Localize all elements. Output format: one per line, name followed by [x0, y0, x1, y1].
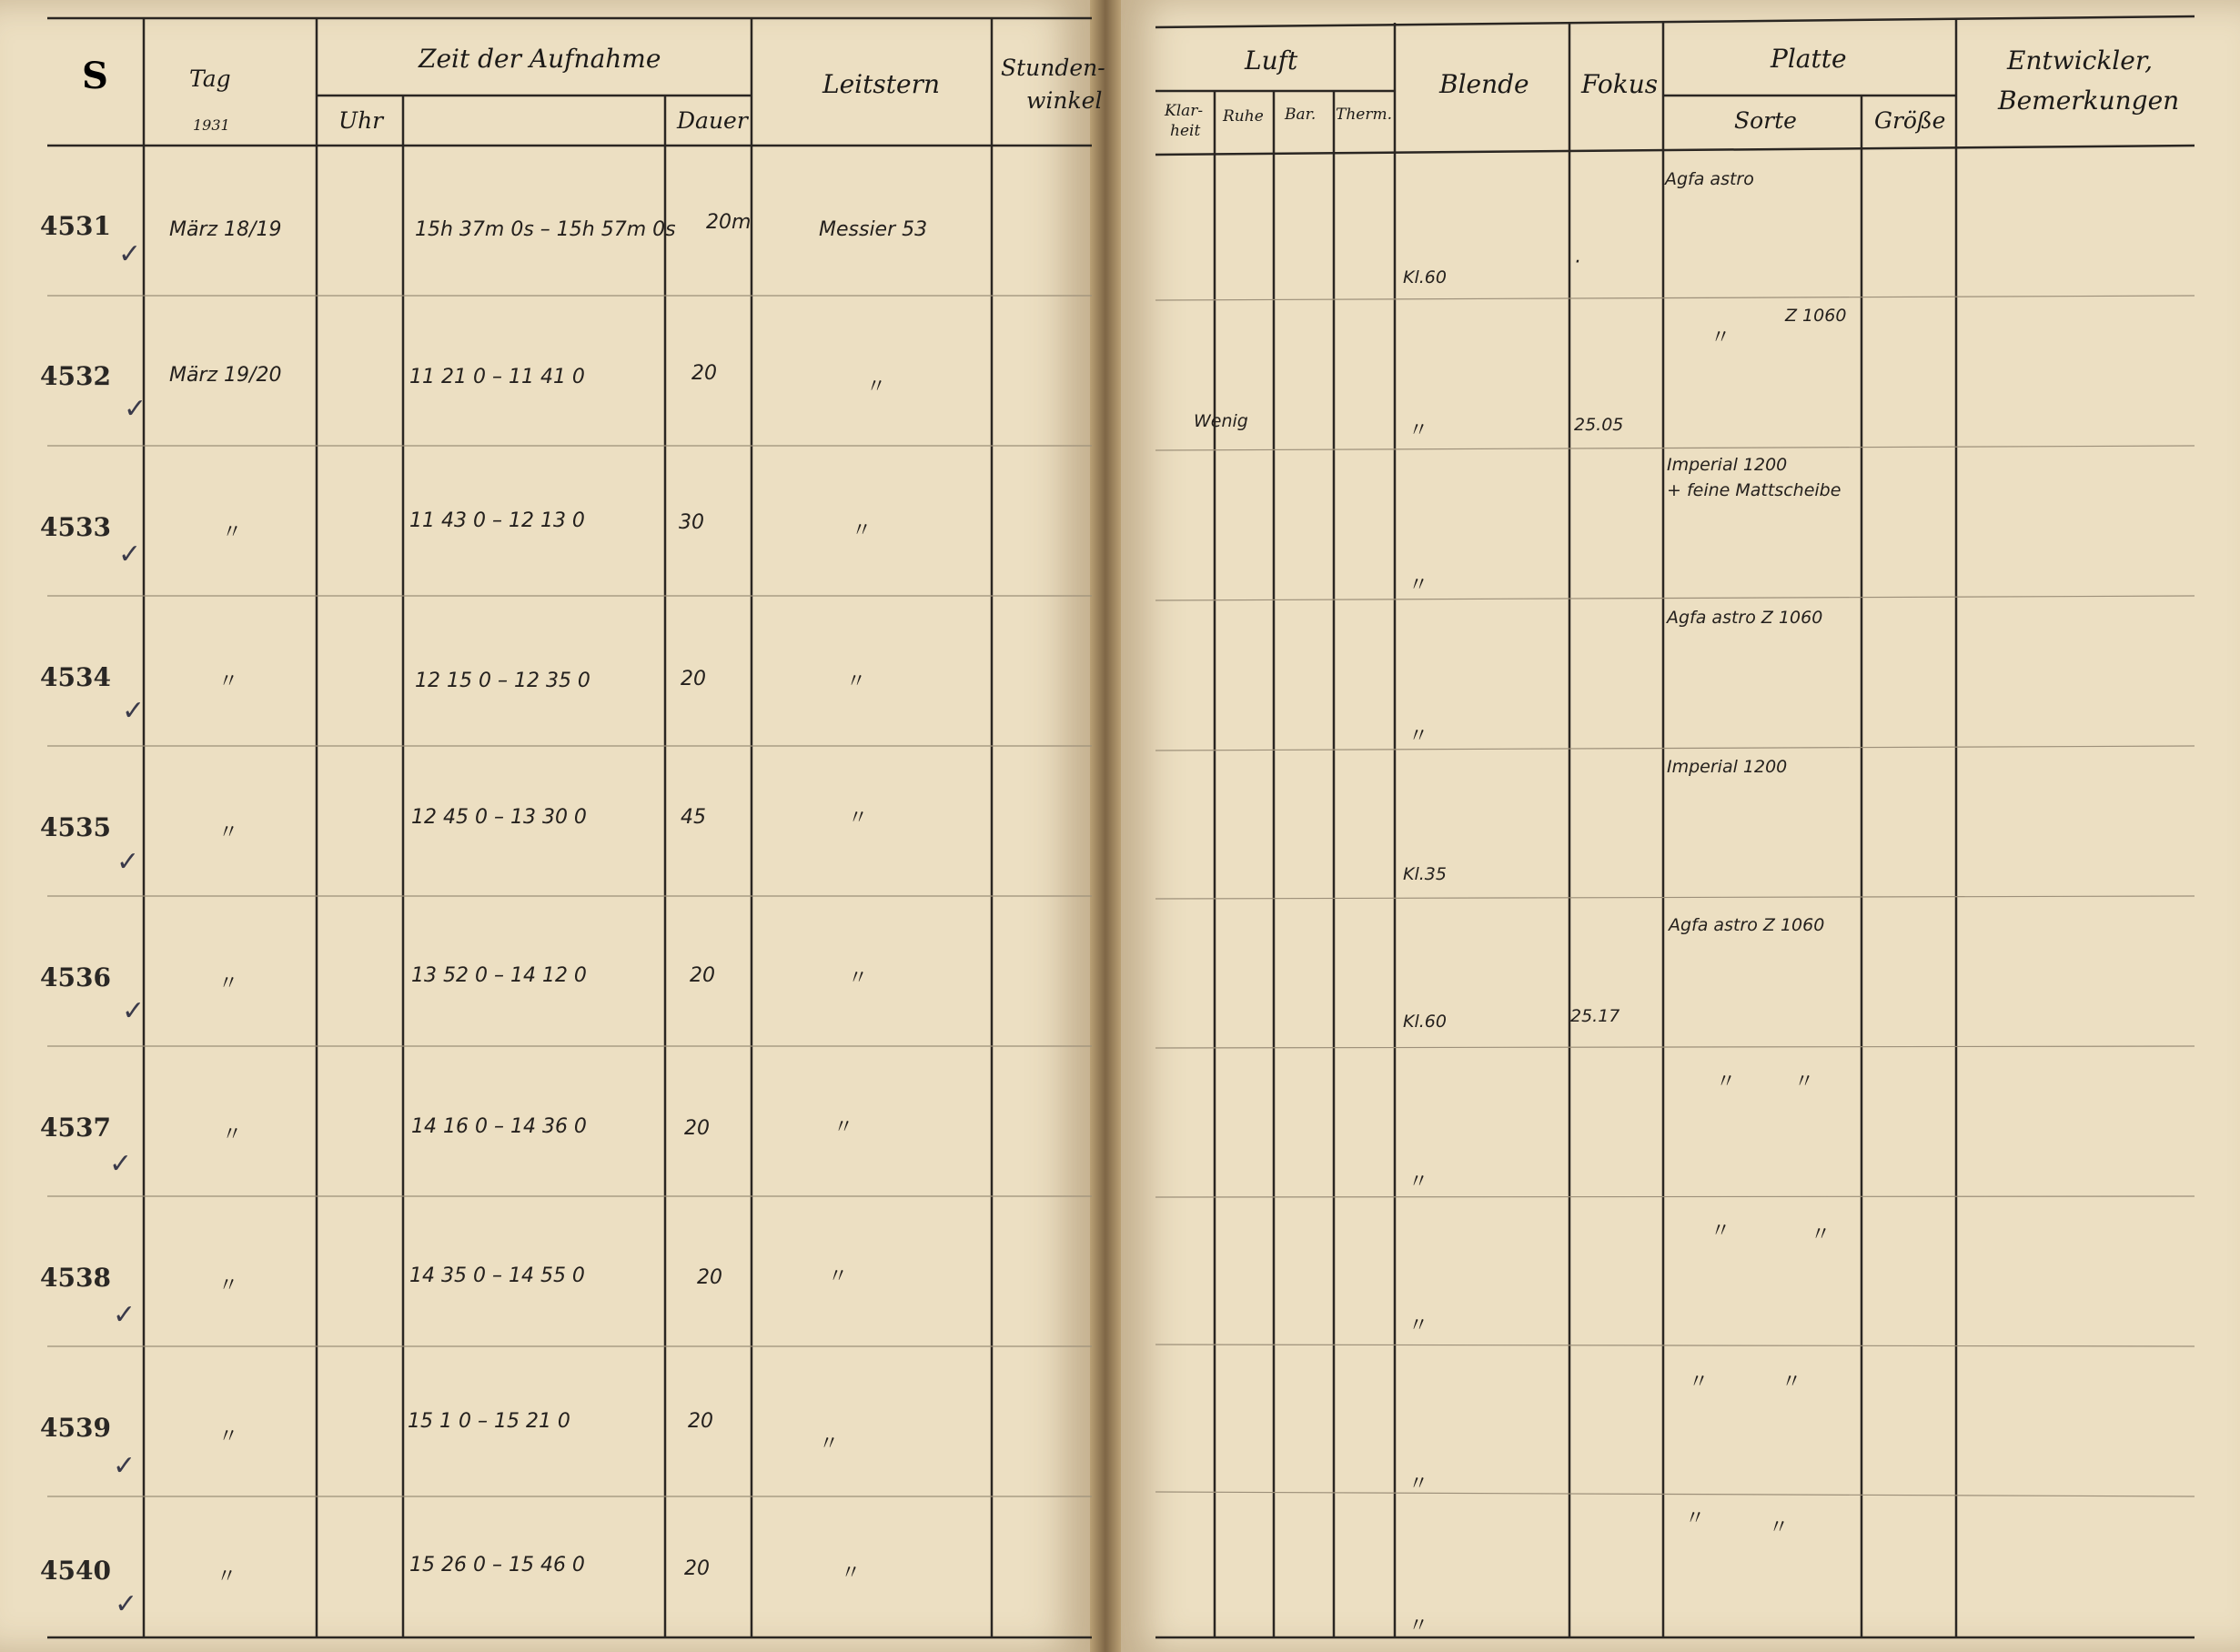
plate-sorte-ditto: 〃 [1710, 327, 1731, 349]
row-zeit: 14 35 0 – 14 55 0 [409, 1264, 585, 1287]
header-luft: Luft [1245, 45, 1298, 76]
row-dauer: 45 [681, 806, 706, 829]
blende-value: Kl.35 [1403, 864, 1447, 884]
check-mark: ✓ [118, 238, 142, 270]
header-blende: Blende [1439, 69, 1529, 99]
header-zeit: Zeit der Aufnahme [419, 44, 661, 74]
check-mark: ✓ [116, 846, 140, 878]
plate-sorte: Agfa astro [1665, 169, 1754, 189]
row-tag: März 18/19 [169, 218, 282, 241]
blende-value: Kl.60 [1403, 1012, 1447, 1032]
row-leitstern: 〃 [846, 670, 867, 693]
row-tag: 〃 [222, 1123, 243, 1146]
row-leitstern: 〃 [866, 376, 887, 398]
row-zeit: 11 43 0 – 12 13 0 [409, 509, 585, 532]
row-number: 4533 [40, 512, 111, 542]
row-zeit: 12 45 0 – 13 30 0 [411, 806, 587, 829]
header-entwickler-2: Bemerkungen [1998, 86, 2180, 116]
row-tag: 〃 [217, 1566, 237, 1588]
row-tag: 〃 [218, 670, 239, 693]
blende-ditto: 〃 [1408, 725, 1429, 748]
check-mark: ✓ [113, 1299, 136, 1331]
row-tag: 〃 [222, 521, 243, 544]
row-number: 4538 [40, 1263, 111, 1293]
blende-ditto: 〃 [1408, 1171, 1429, 1194]
row-number: 4534 [40, 662, 111, 692]
check-mark: ✓ [109, 1148, 133, 1180]
check-mark: ✓ [113, 1450, 136, 1482]
plate-sorte-ditto: 〃 [1716, 1071, 1737, 1093]
row-zeit: 15h 37m 0s – 15h 57m 0s [415, 218, 676, 241]
plate-sorte: Agfa astro Z 1060 [1669, 915, 1825, 935]
row-tag: März 19/20 [169, 364, 282, 387]
row-tag: 〃 [218, 821, 239, 844]
header-sorte: Sorte [1734, 107, 1797, 134]
header-entwickler-1: Entwickler, [2007, 45, 2154, 76]
row-number: 4540 [40, 1556, 111, 1586]
check-mark: ✓ [122, 995, 146, 1027]
check-mark: ✓ [122, 695, 146, 727]
plate-sorte-ditto: 〃 [1685, 1507, 1706, 1530]
row-number: 4537 [40, 1113, 111, 1143]
row-number: 4532 [40, 361, 111, 391]
klarheit-value: Wenig [1194, 411, 1248, 431]
header-s: S [82, 55, 108, 97]
fokus-value: 25.17 [1570, 1006, 1620, 1026]
row-dauer: 20 [690, 964, 715, 987]
blende-ditto: 〃 [1408, 574, 1429, 597]
row-leitstern: Messier 53 [819, 218, 928, 241]
row-leitstern: 〃 [848, 967, 869, 990]
header-year: 1931 [193, 116, 230, 134]
blende-ditto: 〃 [1408, 419, 1429, 442]
header-uhr: Uhr [338, 107, 384, 134]
plate-sorte-ditto: 〃 [1710, 1220, 1731, 1243]
fokus-value: 25.05 [1574, 415, 1624, 435]
header-stundenwinkel-2: winkel [1026, 87, 1103, 114]
row-leitstern: 〃 [819, 1433, 840, 1456]
row-zeit: 14 16 0 – 14 36 0 [411, 1115, 587, 1138]
row-leitstern: 〃 [848, 807, 869, 830]
row-dauer: 30 [679, 511, 704, 534]
header-fokus: Fokus [1581, 69, 1659, 99]
plate-groesse: Z 1060 [1785, 306, 1847, 326]
header-ruhe: Ruhe [1223, 107, 1264, 126]
header-klarheit-1: Klar- [1165, 102, 1204, 120]
header-therm: Therm. [1336, 106, 1392, 124]
row-dauer: 20 [691, 362, 717, 385]
row-dauer: 20 [681, 668, 706, 690]
header-dauer: Dauer [677, 107, 748, 134]
row-zeit: 15 26 0 – 15 46 0 [409, 1554, 585, 1576]
row-dauer: 20m [706, 211, 752, 234]
check-mark: ✓ [124, 393, 147, 425]
row-tag: 〃 [218, 1425, 239, 1448]
row-number: 4535 [40, 812, 111, 842]
header-stundenwinkel-1: Stunden- [1001, 55, 1105, 81]
header-bar: Bar. [1285, 106, 1317, 124]
row-leitstern: 〃 [828, 1265, 849, 1288]
plate-sorte-ditto: 〃 [1689, 1371, 1710, 1394]
row-number: 4539 [40, 1413, 111, 1443]
plate-groesse-ditto: 〃 [1794, 1071, 1815, 1093]
header-platte: Platte [1771, 44, 1847, 74]
plate-groesse-ditto: 〃 [1811, 1224, 1831, 1246]
row-number: 4531 [40, 211, 111, 241]
plate-sorte: Imperial 1200 [1667, 455, 1788, 475]
blende-ditto: 〃 [1408, 1615, 1429, 1637]
header-tag: Tag [189, 65, 231, 92]
row-dauer: 20 [688, 1410, 713, 1433]
row-zeit: 12 15 0 – 12 35 0 [415, 670, 590, 692]
plate-groesse-ditto: 〃 [1769, 1516, 1790, 1539]
blende-ditto: 〃 [1408, 1473, 1429, 1496]
header-groesse: Größe [1874, 107, 1946, 134]
blende-value: Kl.60 [1403, 267, 1447, 287]
row-tag: 〃 [218, 972, 239, 995]
blende-ditto: 〃 [1408, 1315, 1429, 1337]
row-leitstern: 〃 [841, 1562, 862, 1585]
check-mark: ✓ [118, 539, 142, 570]
row-zeit: 11 21 0 – 11 41 0 [409, 366, 585, 388]
check-mark: ✓ [115, 1588, 138, 1620]
header-leitstern: Leitstern [822, 69, 940, 99]
row-dauer: 20 [684, 1117, 710, 1140]
header-klarheit-2: heit [1170, 122, 1201, 140]
row-leitstern: 〃 [852, 519, 873, 542]
row-dauer: 20 [684, 1557, 710, 1580]
row-dauer: 20 [697, 1266, 722, 1289]
plate-sorte-note: + feine Mattscheibe [1667, 480, 1841, 500]
row-zeit: 15 1 0 – 15 21 0 [408, 1410, 570, 1433]
plate-sorte: Agfa astro Z 1060 [1667, 608, 1823, 628]
row-zeit: 13 52 0 – 14 12 0 [411, 964, 587, 987]
plate-sorte: Imperial 1200 [1667, 757, 1788, 777]
row-tag: 〃 [218, 1274, 239, 1297]
fokus-value: · [1574, 251, 1580, 274]
row-leitstern: 〃 [833, 1116, 854, 1139]
row-number: 4536 [40, 962, 111, 992]
plate-groesse-ditto: 〃 [1781, 1371, 1802, 1394]
